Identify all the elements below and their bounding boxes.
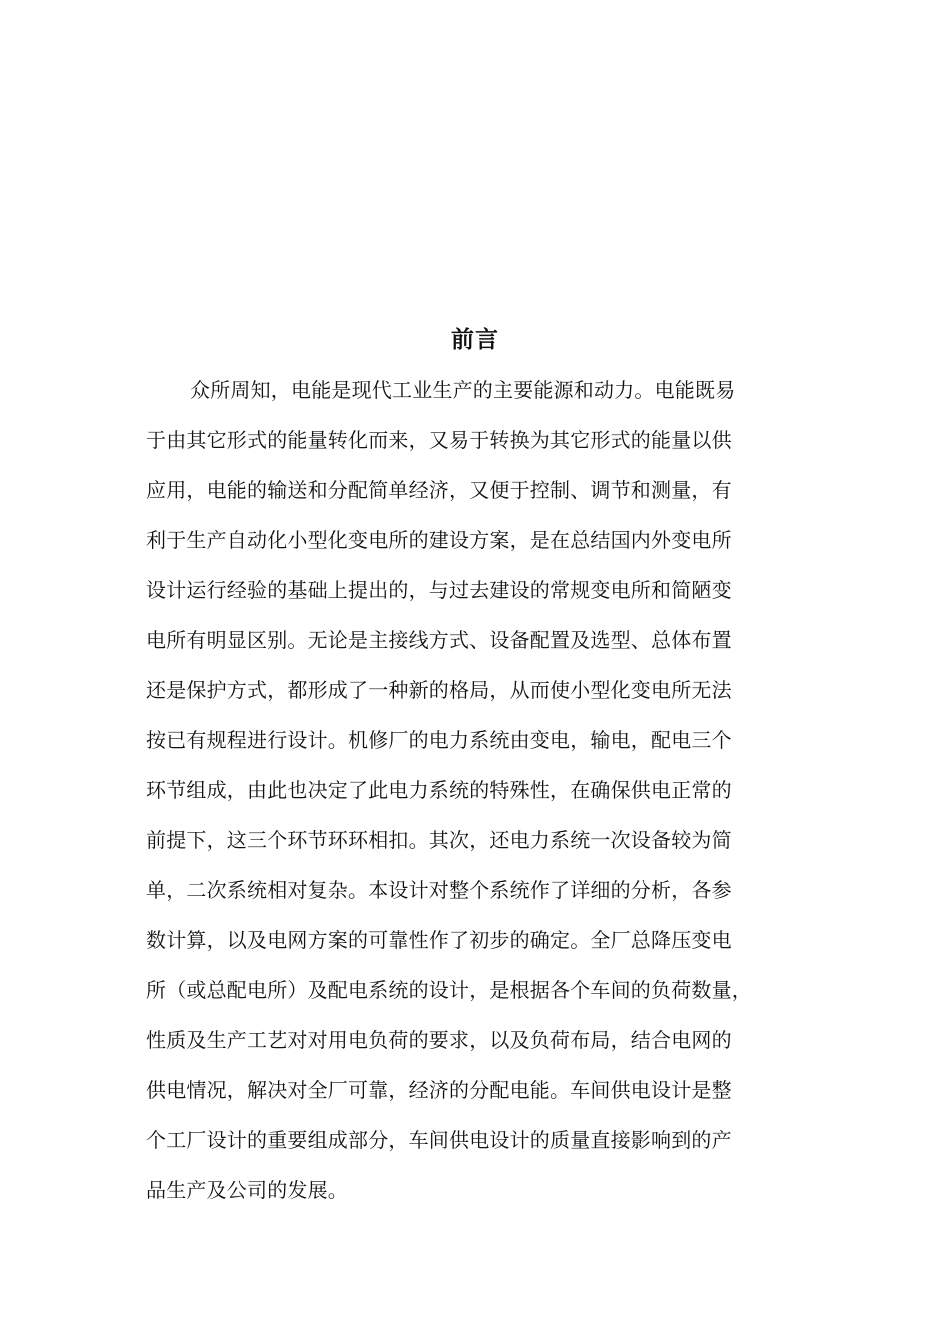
paragraph-line: 按已有规程进行设计。机修厂的电力系统由变电，输电，配电三个 xyxy=(146,728,732,752)
paragraph-line: 设计运行经验的基础上提出的，与过去建设的常规变电所和简陋变 xyxy=(146,578,732,602)
paragraph-line: 还是保护方式，都形成了一种新的格局，从而使小型化变电所无法 xyxy=(146,678,732,702)
paragraph-line: 电所有明显区别。无论是主接线方式、设备配置及选型、总体布置 xyxy=(146,628,732,652)
paragraph-line: 于由其它形式的能量转化而来，又易于转换为其它形式的能量以供 xyxy=(146,428,732,452)
paragraph-line: 个工厂设计的重要组成部分，车间供电设计的质量直接影响到的产 xyxy=(146,1128,732,1152)
paragraph-line: 单，二次系统相对复杂。本设计对整个系统作了详细的分析，各参 xyxy=(146,878,732,902)
paragraph-line: 所（或总配电所）及配电系统的设计，是根据各个车间的负荷数量， xyxy=(146,978,752,1002)
paragraph-line: 应用，电能的输送和分配简单经济，又便于控制、调节和测量，有 xyxy=(146,478,732,502)
paragraph-line: 性质及生产工艺对对用电负荷的要求，以及负荷布局，结合电网的 xyxy=(146,1028,732,1052)
page-title: 前言 xyxy=(451,327,499,353)
paragraph-line: 众所周知，电能是现代工业生产的主要能源和动力。电能既易 xyxy=(190,378,736,402)
paragraph-line: 品生产及公司的发展。 xyxy=(146,1178,348,1202)
paragraph-line: 利于生产自动化小型化变电所的建设方案，是在总结国内外变电所 xyxy=(146,528,732,552)
paragraph-line: 环节组成，由此也决定了此电力系统的特殊性，在确保供电正常的 xyxy=(146,778,732,802)
paragraph-line: 供电情况，解决对全厂可靠，经济的分配电能。车间供电设计是整 xyxy=(146,1078,732,1102)
body-paragraph xyxy=(146,370,826,1220)
paragraph-line: 前提下，这三个环节环环相扣。其次，还电力系统一次设备较为简 xyxy=(146,828,732,852)
paragraph-line: 数计算，以及电网方案的可靠性作了初步的确定。全厂总降压变电 xyxy=(146,928,732,952)
